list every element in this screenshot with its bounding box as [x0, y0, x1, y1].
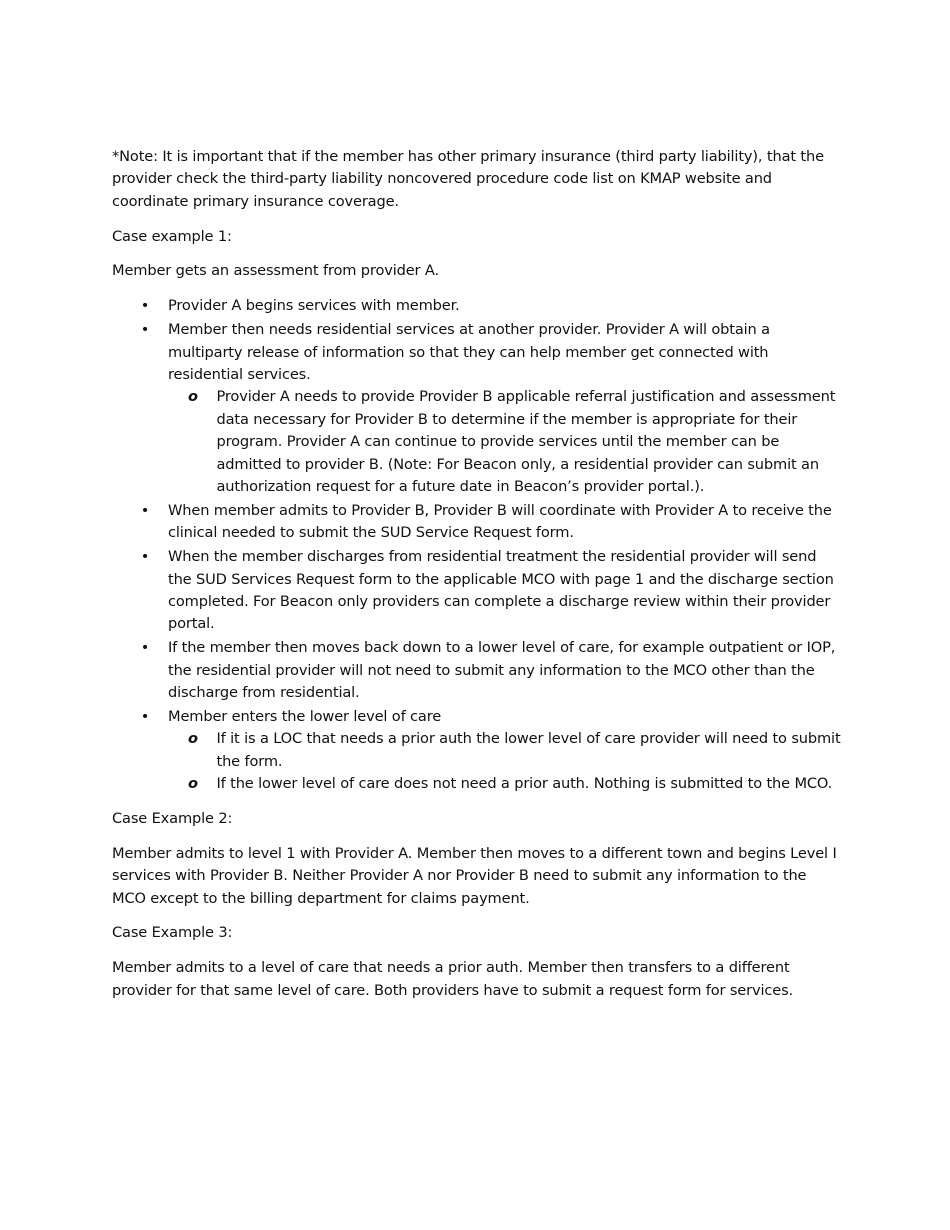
sub-list-item-text: If the lower level of care does not need a prior auth. Nothing is submitted to the MCO.	[216, 775, 833, 793]
bullet-icon: •	[140, 639, 150, 657]
sub-list-item	[168, 773, 842, 795]
sub-list-item-text: Provider A needs to provide Provider B applicable referral justification and assessment data necessary for Provider B to determine if the member is appropriate for their program. Provider A can continue to provide services until the member can be admitted to provider B. (Note: For Beacon only, a residential provider can submit an authorization request for a future date in Beacon’s provider portal.).	[216, 388, 836, 495]
sub-list	[168, 386, 842, 498]
sub-list	[168, 728, 842, 795]
list-item-text: When the member discharges from residential treatment the residential provider will send the SUD Services Request form to the applicable MCO with page 1 and the discharge section completed. For Beacon only providers can complete a discharge review within their provider portal.	[168, 548, 834, 633]
list-item-text: Provider A begins services with member.	[168, 297, 460, 315]
case-example-3-body: Member admits to a level of care that needs a prior auth. Member then transfers to a different provider for that same level of care. Both providers have to submit a request form for services.	[112, 959, 794, 999]
list-item	[112, 546, 842, 636]
sub-list-item	[168, 386, 842, 498]
list-item	[112, 706, 842, 796]
bullet-icon: •	[140, 297, 150, 315]
list-item	[112, 319, 842, 498]
case-example-1-list	[112, 295, 842, 795]
list-item	[112, 295, 842, 317]
list-item-text: Member then needs residential services at another provider. Provider A will obtain a multiparty release of information so that they can help member get connected with residential services.	[168, 321, 770, 383]
bullet-icon: •	[140, 321, 150, 339]
sub-list-item	[168, 728, 842, 773]
list-item	[112, 500, 842, 545]
sub-list-item-text: If it is a LOC that needs a prior auth the lower level of care provider will need to submit the form.	[216, 730, 841, 770]
case-example-1-heading: Case example 1:	[112, 227, 232, 245]
list-item-text: Member enters the lower level of care	[168, 708, 442, 726]
bullet-icon: •	[140, 548, 150, 566]
case-example-2-body: Member admits to level 1 with Provider A. Member then moves to a different town and begins Level I services with Provider B. Neither Provider A nor Provider B need to submit any information to the MCO except to the billing department for claims payment.	[112, 844, 837, 907]
sub-bullet-icon: o	[188, 388, 198, 406]
bullet-icon: •	[140, 501, 150, 519]
sub-bullet-icon: o	[188, 775, 198, 793]
list-item-text: When member admits to Provider B, Provider B will coordinate with Provider A to receive the clinical needed to submit the SUD Service Request form.	[168, 501, 832, 542]
case-example-3-heading: Case Example 3:	[112, 924, 233, 942]
case-example-1-intro: Member gets an assessment from provider A.	[112, 262, 439, 280]
list-item	[112, 637, 842, 704]
list-item-text: If the member then moves back down to a lower level of care, for example outpatient or IOP, the residential provider will not need to submit any information to the MCO other than the discharge from residential.	[168, 639, 836, 702]
note-paragraph: *Note: It is important that if the member has other primary insurance (third party liability), that the provider check the third-party liability noncovered procedure code list on KMAP website and coordinate primary insurance coverage.	[112, 148, 824, 210]
bullet-icon: •	[140, 708, 150, 726]
sub-bullet-icon: o	[188, 730, 198, 748]
case-example-2-heading: Case Example 2:	[112, 810, 233, 828]
document-page	[112, 146, 842, 1014]
